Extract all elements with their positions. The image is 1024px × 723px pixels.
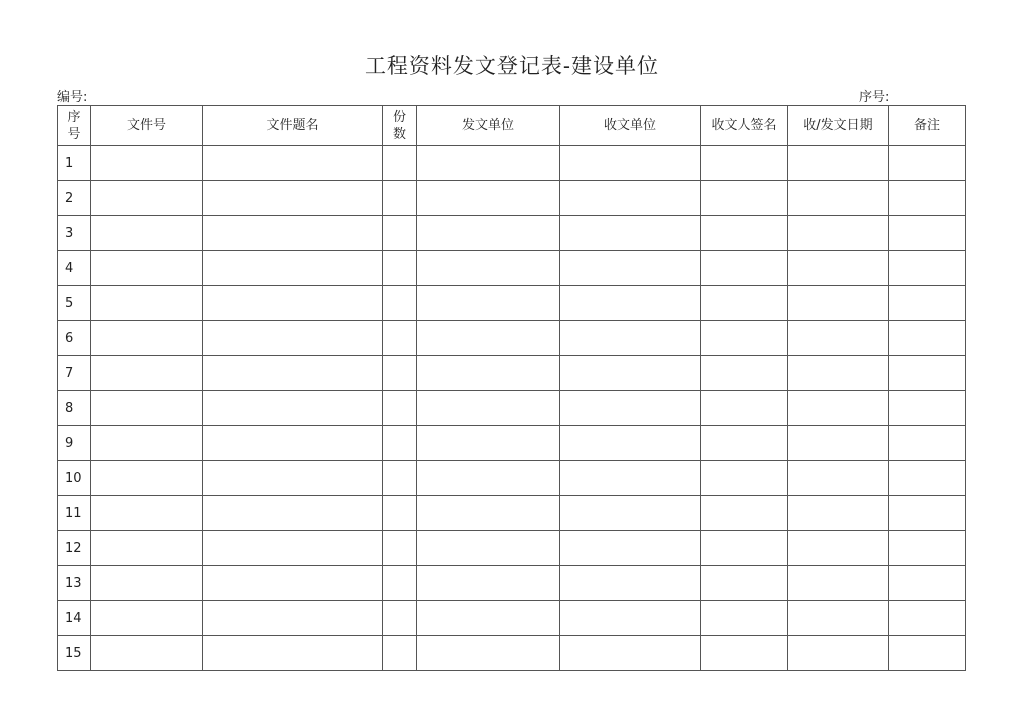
date-cell[interactable] [788, 321, 889, 356]
date-cell[interactable] [788, 461, 889, 496]
copies-cell[interactable] [383, 601, 417, 636]
copies-cell[interactable] [383, 286, 417, 321]
issuing-unit-cell[interactable] [417, 426, 560, 461]
table-body [58, 146, 966, 671]
file-title-cell[interactable] [203, 601, 383, 636]
issuing-unit-cell[interactable] [417, 216, 560, 251]
table-row [58, 636, 966, 671]
file-title-cell[interactable] [203, 146, 383, 181]
header-date: 收/发文日期 [788, 106, 889, 146]
date-cell[interactable] [788, 356, 889, 391]
file-number-cell[interactable] [91, 426, 203, 461]
serial-cell: 7 [58, 356, 91, 391]
file-number-cell[interactable] [91, 391, 203, 426]
serial-cell: 5 [58, 286, 91, 321]
serial-cell: 13 [58, 566, 91, 601]
header-copies-char-1: 份 [392, 109, 406, 125]
file-title-cell[interactable] [203, 356, 383, 391]
file-number-cell[interactable] [91, 636, 203, 671]
file-title-cell[interactable] [203, 496, 383, 531]
issuing-unit-cell[interactable] [417, 531, 560, 566]
recipient-signature-cell[interactable] [701, 566, 788, 601]
recipient-signature-cell[interactable] [701, 391, 788, 426]
date-cell[interactable] [788, 286, 889, 321]
file-number-cell[interactable] [91, 531, 203, 566]
remarks-cell[interactable] [889, 426, 966, 461]
recipient-signature-cell[interactable] [701, 636, 788, 671]
remarks-cell[interactable] [889, 251, 966, 286]
file-number-cell[interactable] [91, 461, 203, 496]
serial-cell: 1 [58, 146, 91, 181]
receiving-unit-cell[interactable] [560, 636, 701, 671]
date-cell[interactable] [788, 636, 889, 671]
receiving-unit-cell[interactable] [560, 181, 701, 216]
copies-cell[interactable] [383, 146, 417, 181]
recipient-signature-cell[interactable] [701, 216, 788, 251]
table-row [58, 216, 966, 251]
remarks-cell[interactable] [889, 216, 966, 251]
remarks-cell[interactable] [889, 601, 966, 636]
recipient-signature-cell[interactable] [701, 146, 788, 181]
date-cell[interactable] [788, 181, 889, 216]
remarks-cell[interactable] [889, 636, 966, 671]
file-number-cell[interactable] [91, 601, 203, 636]
remarks-cell[interactable] [889, 286, 966, 321]
date-cell[interactable] [788, 601, 889, 636]
header-remarks: 备注 [889, 106, 966, 146]
receiving-unit-cell[interactable] [560, 601, 701, 636]
recipient-signature-cell[interactable] [701, 321, 788, 356]
copies-cell[interactable] [383, 391, 417, 426]
remarks-cell[interactable] [889, 531, 966, 566]
date-cell[interactable] [788, 216, 889, 251]
serial-cell: 9 [58, 426, 91, 461]
file-number-cell[interactable] [91, 566, 203, 601]
recipient-signature-cell[interactable] [701, 461, 788, 496]
remarks-cell[interactable] [889, 321, 966, 356]
copies-cell[interactable] [383, 636, 417, 671]
serial-cell: 14 [58, 601, 91, 636]
receiving-unit-cell[interactable] [560, 531, 701, 566]
issuing-unit-cell[interactable] [417, 356, 560, 391]
header-file-number: 文件号 [91, 106, 203, 146]
header-serial-char-1: 序 [67, 109, 81, 125]
table-row [58, 391, 966, 426]
remarks-cell[interactable] [889, 496, 966, 531]
recipient-signature-cell[interactable] [701, 496, 788, 531]
receiving-unit-cell[interactable] [560, 321, 701, 356]
table-row [58, 181, 966, 216]
table-row [58, 356, 966, 391]
table-row [58, 146, 966, 181]
table-header-row [58, 106, 966, 146]
remarks-cell[interactable] [889, 566, 966, 601]
issuing-unit-cell[interactable] [417, 286, 560, 321]
header-copies-char-2: 数 [392, 126, 406, 142]
receiving-unit-cell[interactable] [560, 286, 701, 321]
header-issuing-unit: 发文单位 [417, 106, 560, 146]
copies-cell[interactable] [383, 251, 417, 286]
remarks-cell[interactable] [889, 356, 966, 391]
file-title-cell[interactable] [203, 251, 383, 286]
remarks-cell[interactable] [889, 181, 966, 216]
copies-cell[interactable] [383, 496, 417, 531]
header-serial [58, 106, 91, 146]
copies-cell[interactable] [383, 321, 417, 356]
file-title-cell[interactable] [203, 531, 383, 566]
copies-cell[interactable] [383, 566, 417, 601]
issuing-unit-cell[interactable] [417, 496, 560, 531]
table-row [58, 566, 966, 601]
receiving-unit-cell[interactable] [560, 216, 701, 251]
file-number-cell[interactable] [91, 216, 203, 251]
file-title-cell[interactable] [203, 636, 383, 671]
table-row [58, 286, 966, 321]
issuing-unit-cell[interactable] [417, 636, 560, 671]
copies-cell[interactable] [383, 461, 417, 496]
serial-cell: 10 [58, 461, 91, 496]
recipient-signature-cell[interactable] [701, 286, 788, 321]
serial-cell: 3 [58, 216, 91, 251]
date-cell[interactable] [788, 531, 889, 566]
file-title-cell[interactable] [203, 286, 383, 321]
recipient-signature-cell[interactable] [701, 601, 788, 636]
recipient-signature-cell[interactable] [701, 181, 788, 216]
issuing-unit-cell[interactable] [417, 251, 560, 286]
serial-cell: 2 [58, 181, 91, 216]
serial-cell: 11 [58, 496, 91, 531]
recipient-signature-cell[interactable] [701, 356, 788, 391]
header-file-title: 文件题名 [203, 106, 383, 146]
header-recipient-signature: 收文人签名 [701, 106, 788, 146]
serial-cell: 4 [58, 251, 91, 286]
table-row [58, 461, 966, 496]
file-number-cell[interactable] [91, 181, 203, 216]
date-cell[interactable] [788, 426, 889, 461]
file-number-cell[interactable] [91, 146, 203, 181]
copies-cell[interactable] [383, 181, 417, 216]
date-cell[interactable] [788, 496, 889, 531]
receiving-unit-cell[interactable] [560, 146, 701, 181]
issuing-unit-cell[interactable] [417, 601, 560, 636]
page-title: 工程资料发文登记表-建设单位 [364, 54, 660, 78]
recipient-signature-cell[interactable] [701, 251, 788, 286]
remarks-cell[interactable] [889, 461, 966, 496]
receiving-unit-cell[interactable] [560, 426, 701, 461]
file-title-cell[interactable] [203, 461, 383, 496]
copies-cell[interactable] [383, 426, 417, 461]
serial-cell: 6 [58, 321, 91, 356]
table-row [58, 321, 966, 356]
receiving-unit-cell[interactable] [560, 251, 701, 286]
table-row [58, 496, 966, 531]
file-title-cell[interactable] [203, 321, 383, 356]
receiving-unit-cell[interactable] [560, 496, 701, 531]
file-title-cell[interactable] [203, 426, 383, 461]
file-number-cell[interactable] [91, 321, 203, 356]
header-receiving-unit: 收文单位 [560, 106, 701, 146]
recipient-signature-cell[interactable] [701, 426, 788, 461]
remarks-cell[interactable] [889, 391, 966, 426]
remarks-cell[interactable] [889, 146, 966, 181]
date-cell[interactable] [788, 566, 889, 601]
issuing-unit-cell[interactable] [417, 391, 560, 426]
serial-cell: 12 [58, 531, 91, 566]
receiving-unit-cell[interactable] [560, 461, 701, 496]
receiving-unit-cell[interactable] [560, 356, 701, 391]
table-row [58, 426, 966, 461]
sequence-number-label: 序号: [859, 90, 890, 105]
document-number-label: 编号: [57, 90, 88, 105]
issuing-unit-cell[interactable] [417, 181, 560, 216]
date-cell[interactable] [788, 146, 889, 181]
issuing-unit-cell[interactable] [417, 566, 560, 601]
file-number-cell[interactable] [91, 496, 203, 531]
table-row [58, 601, 966, 636]
date-cell[interactable] [788, 251, 889, 286]
file-title-cell[interactable] [203, 181, 383, 216]
dispatch-register-table [57, 105, 966, 671]
header-serial-char-2: 号 [67, 126, 81, 142]
serial-cell: 8 [58, 391, 91, 426]
issuing-unit-cell[interactable] [417, 461, 560, 496]
receiving-unit-cell[interactable] [560, 391, 701, 426]
date-cell[interactable] [788, 391, 889, 426]
issuing-unit-cell[interactable] [417, 321, 560, 356]
copies-cell[interactable] [383, 531, 417, 566]
table-row [58, 251, 966, 286]
file-title-cell[interactable] [203, 216, 383, 251]
file-number-cell[interactable] [91, 251, 203, 286]
issuing-unit-cell[interactable] [417, 146, 560, 181]
receiving-unit-cell[interactable] [560, 566, 701, 601]
header-copies [383, 106, 417, 146]
file-title-cell[interactable] [203, 566, 383, 601]
file-number-cell[interactable] [91, 286, 203, 321]
file-number-cell[interactable] [91, 356, 203, 391]
file-title-cell[interactable] [203, 391, 383, 426]
copies-cell[interactable] [383, 356, 417, 391]
recipient-signature-cell[interactable] [701, 531, 788, 566]
copies-cell[interactable] [383, 216, 417, 251]
serial-cell: 15 [58, 636, 91, 671]
table-row [58, 531, 966, 566]
